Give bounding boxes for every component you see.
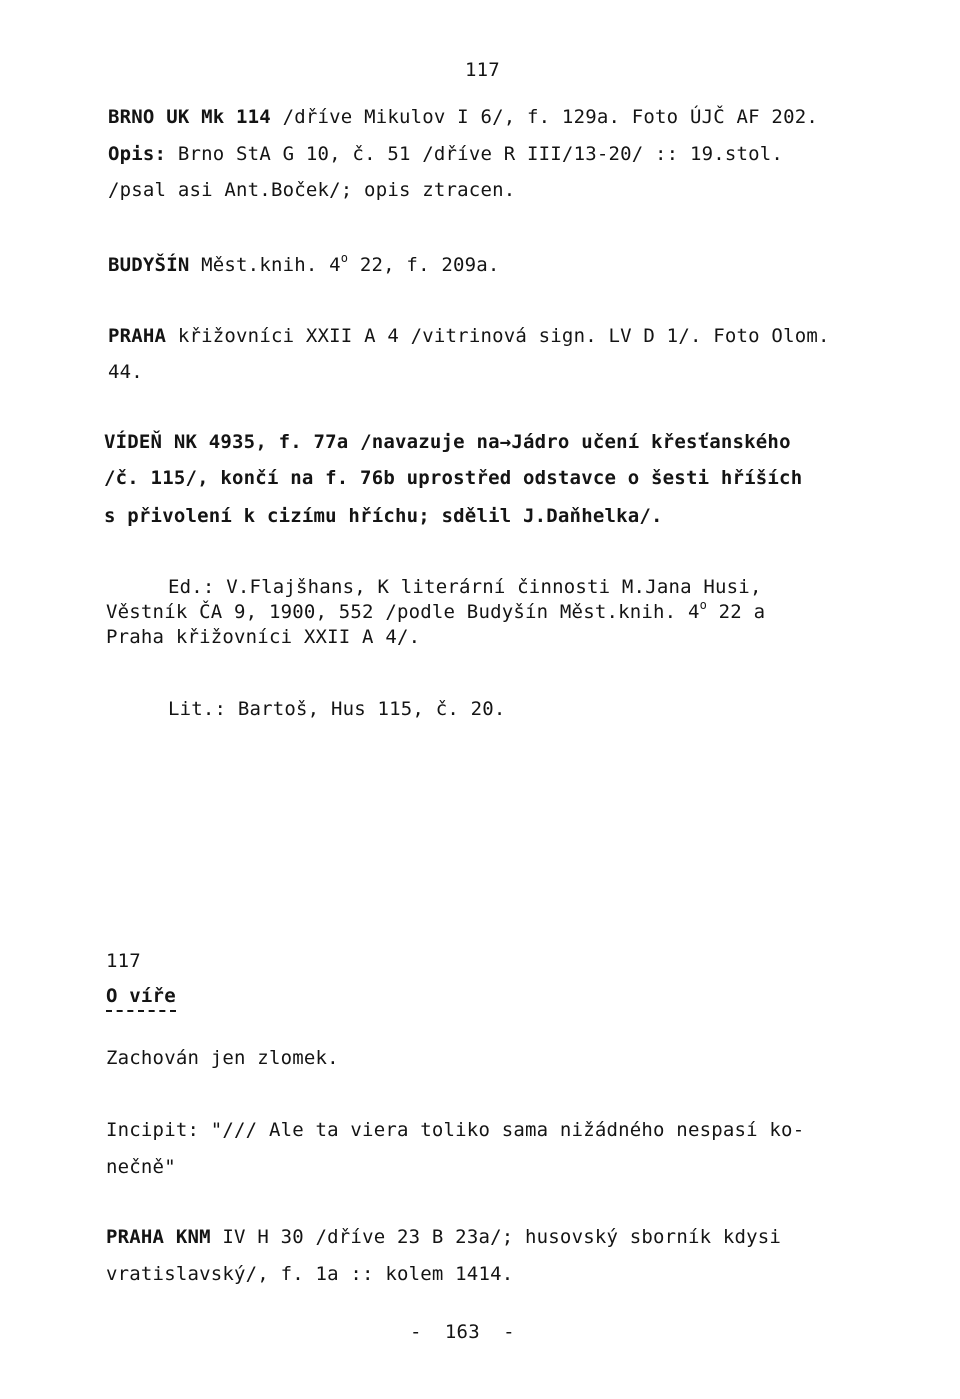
edition-line1: Ed.: V.Flajšhans, K literární činnosti M.Jana Husi, bbox=[168, 576, 762, 598]
siglum-viden: VÍDEŇ NK bbox=[104, 431, 198, 453]
edition-line2 bbox=[106, 600, 765, 626]
page-number-top: 117 bbox=[465, 59, 500, 81]
entry-brno-line2 bbox=[108, 142, 783, 166]
degree-superscript: o bbox=[340, 251, 349, 265]
entry-brno-line1 bbox=[108, 105, 818, 129]
siglum-brno: BRNO UK Mk 114 bbox=[108, 106, 271, 128]
entry-viden-line1 bbox=[104, 430, 791, 454]
entry-brno-line1-text: /dříve Mikulov I 6/, f. 129a. Foto ÚJČ AF 202. bbox=[270, 106, 818, 128]
page-number-bottom: - 163 - bbox=[410, 1321, 515, 1343]
edition-line2-end: 22 a bbox=[707, 601, 766, 623]
siglum-praha-knm: PRAHA KNM bbox=[106, 1226, 211, 1248]
siglum-budysin: BUDYŠÍN bbox=[108, 254, 190, 276]
entry-viden-line3: s přivolení k cizímu hříchu; sdělil J.Daňhelka/. bbox=[104, 505, 663, 527]
title-underline bbox=[106, 1010, 176, 1012]
entry-praha-line1-text: křižovníci XXII A 4 /vitrinová sign. LV D 1/. Foto Olom. bbox=[166, 325, 830, 347]
item-title: O víře bbox=[106, 985, 176, 1007]
praha-knm-line1-text: IV H 30 /dříve 23 B 23a/; husovský sborník kdysi bbox=[210, 1226, 782, 1248]
edition-degree-superscript: o bbox=[699, 598, 708, 612]
literature-line: Lit.: Bartoš, Hus 115, č. 20. bbox=[168, 698, 506, 720]
edition-line2-text: Věstník ČA 9, 1900, 552 /podle Budyšín Měst.knih. 4 bbox=[106, 601, 700, 623]
siglum-praha: PRAHA bbox=[108, 325, 167, 347]
entry-brno-line2-text: Brno StA G 10, č. 51 /dříve R III/13-20/ :: 19.stol. bbox=[166, 143, 784, 165]
entry-praha-line2: 44. bbox=[108, 361, 143, 383]
entry-praha-line1 bbox=[108, 324, 830, 348]
praha-knm-line1 bbox=[106, 1225, 781, 1249]
entry-budysin-text: Měst.knih. 4 bbox=[189, 254, 341, 276]
entry-budysin bbox=[108, 253, 500, 279]
incipit-line2: nečně" bbox=[106, 1156, 176, 1178]
item-number: 117 bbox=[106, 950, 141, 972]
entry-viden-line1-text: 4935, f. 77a /navazuje na→Jádro učení křesťanského bbox=[197, 431, 791, 453]
edition-line3: Praha křižovníci XXII A 4/. bbox=[106, 626, 421, 648]
entry-brno-line3: /psal asi Ant.Boček/; opis ztracen. bbox=[108, 179, 516, 201]
praha-knm-line2: vratislavský/, f. 1a :: kolem 1414. bbox=[106, 1263, 514, 1285]
entry-budysin-folio: 22, f. 209a. bbox=[348, 254, 500, 276]
incipit-line1: Incipit: "/// Ale ta viera toliko sama nižádného nespasí ko- bbox=[106, 1119, 805, 1141]
opis-label: Opis: bbox=[108, 143, 167, 165]
entry-viden-line2: /č. 115/, končí na f. 76b uprostřed odstavce o šesti hříších bbox=[104, 467, 803, 489]
preserved-note: Zachován jen zlomek. bbox=[106, 1047, 339, 1069]
